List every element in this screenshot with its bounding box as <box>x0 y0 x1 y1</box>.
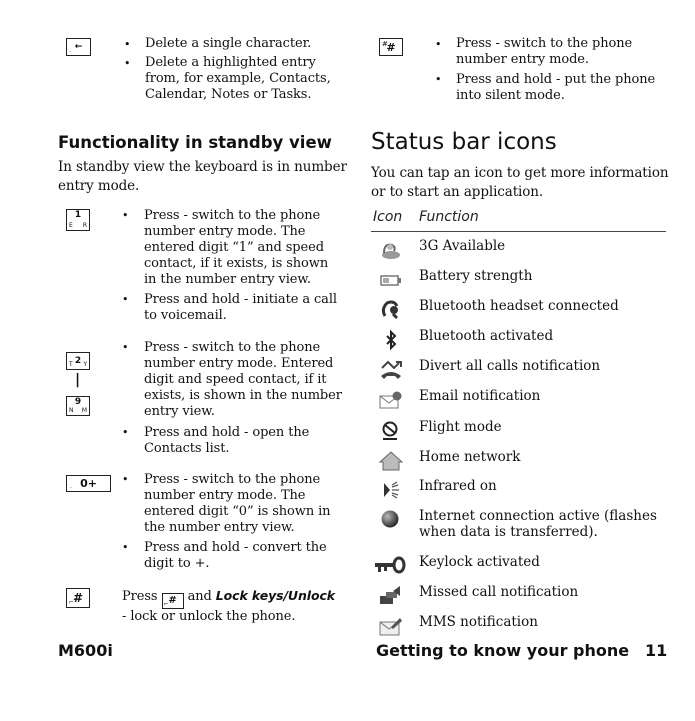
hash-item-2: Press and hold - put the phone into silent mode. <box>456 72 656 103</box>
divert-calls-icon <box>378 359 404 381</box>
backspace-item-1: Delete a single character. <box>145 36 312 51</box>
3g-icon <box>378 239 404 261</box>
footer-page-number: 11 <box>645 641 668 660</box>
status-intro: You can tap an icon to get more information or to start an application. <box>371 165 669 200</box>
lock-keys-menu-item: Lock keys/Unlock <box>215 588 335 603</box>
key-9-icon: 9 N M <box>66 396 90 416</box>
hash-key-icon: ⌐ # <box>66 588 90 608</box>
bullet: • <box>122 209 129 222</box>
bullet: • <box>122 426 129 439</box>
bullet: • <box>122 293 129 306</box>
status-heading: Status bar icons <box>371 129 557 155</box>
lock-keys-description: Press ⌐ # and Lock keys/Unlock - lock or unlock the phone. <box>122 588 335 624</box>
status-row-label: 3G Available <box>419 238 506 254</box>
hash-key-icon: # # <box>379 38 403 56</box>
status-row-label: Email notification <box>419 388 541 404</box>
bullet: • <box>122 541 129 554</box>
key29-item-2: Press and hold - open the Contacts list. <box>144 425 310 456</box>
table-header-divider <box>371 231 666 232</box>
key-1-icon: 1 E R <box>66 209 90 231</box>
status-row-label: Bluetooth headset connected <box>419 298 619 314</box>
key0-item-1: Press - switch to the phone number entry mode. The entered digit “0” is shown in the number entry view. <box>144 472 331 535</box>
battery-icon <box>378 269 404 291</box>
backspace-key-icon: . ← <box>66 38 91 56</box>
key-range-separator: | <box>75 372 81 388</box>
hash-key-inline-icon: ⌐ # <box>162 593 184 609</box>
key1-item-2: Press and hold - initiate a call to voicemail. <box>144 292 337 323</box>
standby-heading: Functionality in standby view <box>58 133 332 152</box>
bullet: • <box>122 473 129 486</box>
status-row-label: Home network <box>419 449 521 465</box>
status-row-label: Bluetooth activated <box>419 328 554 344</box>
key0-item-2: Press and hold - convert the digit to +. <box>144 540 327 571</box>
status-row-label: Divert all calls notification <box>419 358 601 374</box>
bluetooth-icon <box>378 329 404 351</box>
footer-model: M600i <box>58 641 113 660</box>
status-row-label: Flight mode <box>419 419 502 435</box>
bullet: • <box>124 57 131 70</box>
internet-connection-icon <box>378 509 404 531</box>
bullet: • <box>122 341 129 354</box>
column-header-icon: Icon <box>373 209 403 225</box>
hash-item-1: Press - switch to the phone number entry mode. <box>456 36 633 67</box>
flight-mode-icon <box>378 420 404 442</box>
home-network-icon <box>378 450 404 472</box>
status-row-label: Battery strength <box>419 268 533 284</box>
key-0-icon: . 0+ <box>66 475 111 492</box>
infrared-icon <box>378 479 404 501</box>
status-row-label: MMS notification <box>419 614 538 630</box>
missed-call-icon <box>378 585 404 607</box>
bullet: • <box>124 38 131 51</box>
column-header-function: Function <box>419 209 479 225</box>
bullet: • <box>435 38 442 51</box>
email-icon <box>378 389 404 411</box>
bullet: • <box>435 73 442 86</box>
status-row-label: Infrared on <box>419 478 497 494</box>
backspace-item-2: Delete a highlighted entry from, for example, Contacts, Calendar, Notes or Tasks. <box>145 55 331 102</box>
standby-intro: In standby view the keyboard is in number entry mode. <box>58 159 347 194</box>
keylock-icon <box>375 555 407 577</box>
bluetooth-headset-icon <box>378 299 404 321</box>
footer-section: Getting to know your phone <box>376 641 630 660</box>
key-2-icon: T 2 Y <box>66 352 90 370</box>
key1-item-1: Press - switch to the phone number entry mode. The entered digit “1” and speed contact, if it exists, is shown in the number entry view. <box>144 208 329 287</box>
mms-icon <box>378 615 404 637</box>
status-row-label: Missed call notification <box>419 584 579 600</box>
status-row-label: Keylock activated <box>419 554 540 570</box>
status-row-label: Internet connection active (flashes when data is transferred). <box>419 508 657 540</box>
key29-item-1: Press - switch to the phone number entry mode. Entered digit and speed contact, if it exists, is shown in the number entry view. <box>144 340 342 419</box>
